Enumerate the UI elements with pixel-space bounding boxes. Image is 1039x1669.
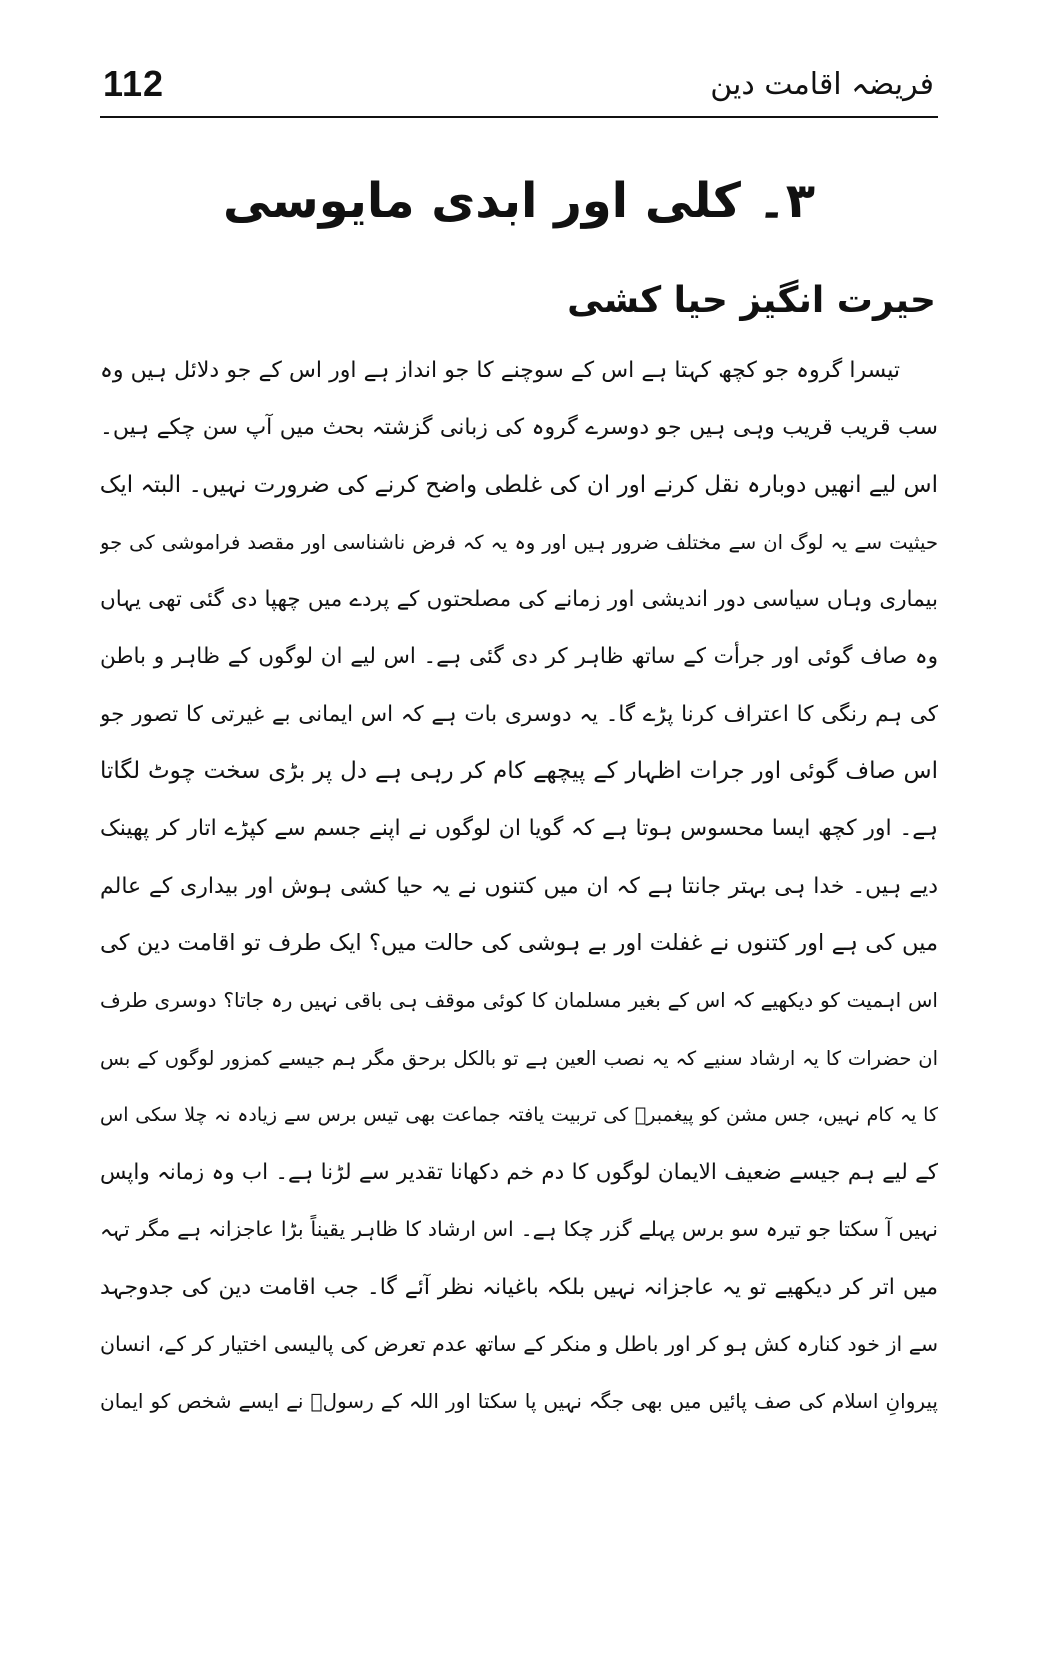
text-line: سے از خود کنارہ کش ہو کر اور باطل و منکر کے ساتھ عدم تعرض کی پالیسی اختیار کر کے، انسان	[100, 1332, 938, 1357]
text-line: نہیں آ سکتا جو تیرہ سو برس پہلے گزر چکا ہے۔ اس ارشاد کا ظاہر یقیناً بڑا عاجزانہ ہے مگر تہہ	[100, 1217, 938, 1242]
text-line: دیے ہیں۔ خدا ہی بہتر جانتا ہے کہ ان میں کتنوں نے یہ حیا کشی ہوش اور بیداری کے عالم	[100, 873, 938, 899]
section-heading: حیرت انگیز حیا کشی	[567, 280, 936, 321]
text-line: اس اہمیت کو دیکھیے کہ اس کے بغیر مسلمان کا کوئی موقف ہی باقی نہیں رہ جاتا؟ دوسری طرف	[100, 988, 938, 1013]
chapter-title: ۳۔ کلی اور ابدی مایوسی	[222, 173, 816, 229]
text-line: میں اتر کر دیکھیے تو یہ عاجزانہ نہیں بلکہ باغیانہ نظر آئے گا۔ جب اقامت دین کی جدوجہد	[100, 1274, 938, 1300]
text-line: اس لیے انھیں دوبارہ نقل کرنے اور ان کی غلطی واضح کرنے کی ضرورت نہیں۔ البتہ ایک	[100, 471, 938, 498]
header-rule	[100, 116, 938, 118]
text-line: ہے۔ اور کچھ ایسا محسوس ہوتا ہے کہ گویا ان لوگوں نے اپنے جسم سے کپڑے اتار کر پھینک	[100, 816, 938, 842]
body-paragraph	[100, 342, 938, 1431]
text-line: اس صاف گوئی اور جرات اظہار کے پیچھے کام کر رہی ہے دل پر بڑی سخت چوٹ لگاتا	[100, 758, 938, 785]
text-line: ان حضرات کا یہ ارشاد سنیے کہ یہ نصب العین ہے تو بالکل برحق مگر ہم جیسے کمزور لوگوں کے بس	[100, 1046, 938, 1070]
text-line: کا یہ کام نہیں، جس مشن کو پیغمبرؐ کی تربیت یافتہ جماعت بھی تیس برس سے زیادہ نہ چلا سکی اس	[100, 1103, 938, 1126]
text-line: وہ صاف گوئی اور جرأت کے ساتھ ظاہر کر دی گئی ہے۔ اس لیے ان لوگوں کے ظاہر و باطن	[100, 644, 938, 670]
text-line: بیماری وہاں سیاسی دور اندیشی اور زمانے کی مصلحتوں کے پردے میں چھپا دی گئی تھی یہاں	[100, 587, 938, 613]
text-line: کے لیے ہم جیسے ضعیف الایمان لوگوں کا دم خم دکھانا تقدیر سے لڑنا ہے۔ اب وہ زمانہ واپس	[100, 1160, 938, 1186]
running-title: فریضہ اقامت دین	[710, 67, 934, 102]
text-line: سب قریب قریب وہی ہیں جو دوسرے گروہ کی زبانی گزشتہ بحث میں آپ سن چکے ہیں۔	[100, 415, 938, 441]
text-line: پیروانِ اسلام کی صف پائیں میں بھی جگہ نہیں پا سکتا اور اللہ کے رسولؐ نے ایسے شخص کو ایمان	[100, 1389, 938, 1414]
text-line: میں کی ہے اور کتنوں نے غفلت اور بے ہوشی کی حالت میں؟ ایک طرف تو اقامت دین کی	[100, 929, 938, 956]
text-line: کی ہم رنگی کا اعتراف کرنا پڑے گا۔ یہ دوسری بات ہے کہ اس ایمانی بے غیرتی کا تصور جو	[100, 701, 938, 727]
page-number: 112	[103, 63, 165, 104]
text-line: تیسرا گروہ جو کچھ کہتا ہے اس کے سوچنے کا جو انداز ہے اور اس کے جو دلائل ہیں وہ	[100, 358, 900, 383]
text-line: حیثیت سے یہ لوگ ان سے مختلف ضرور ہیں اور وہ یہ کہ فرض ناشناسی اور مقصد فراموشی کی جو	[100, 530, 938, 554]
